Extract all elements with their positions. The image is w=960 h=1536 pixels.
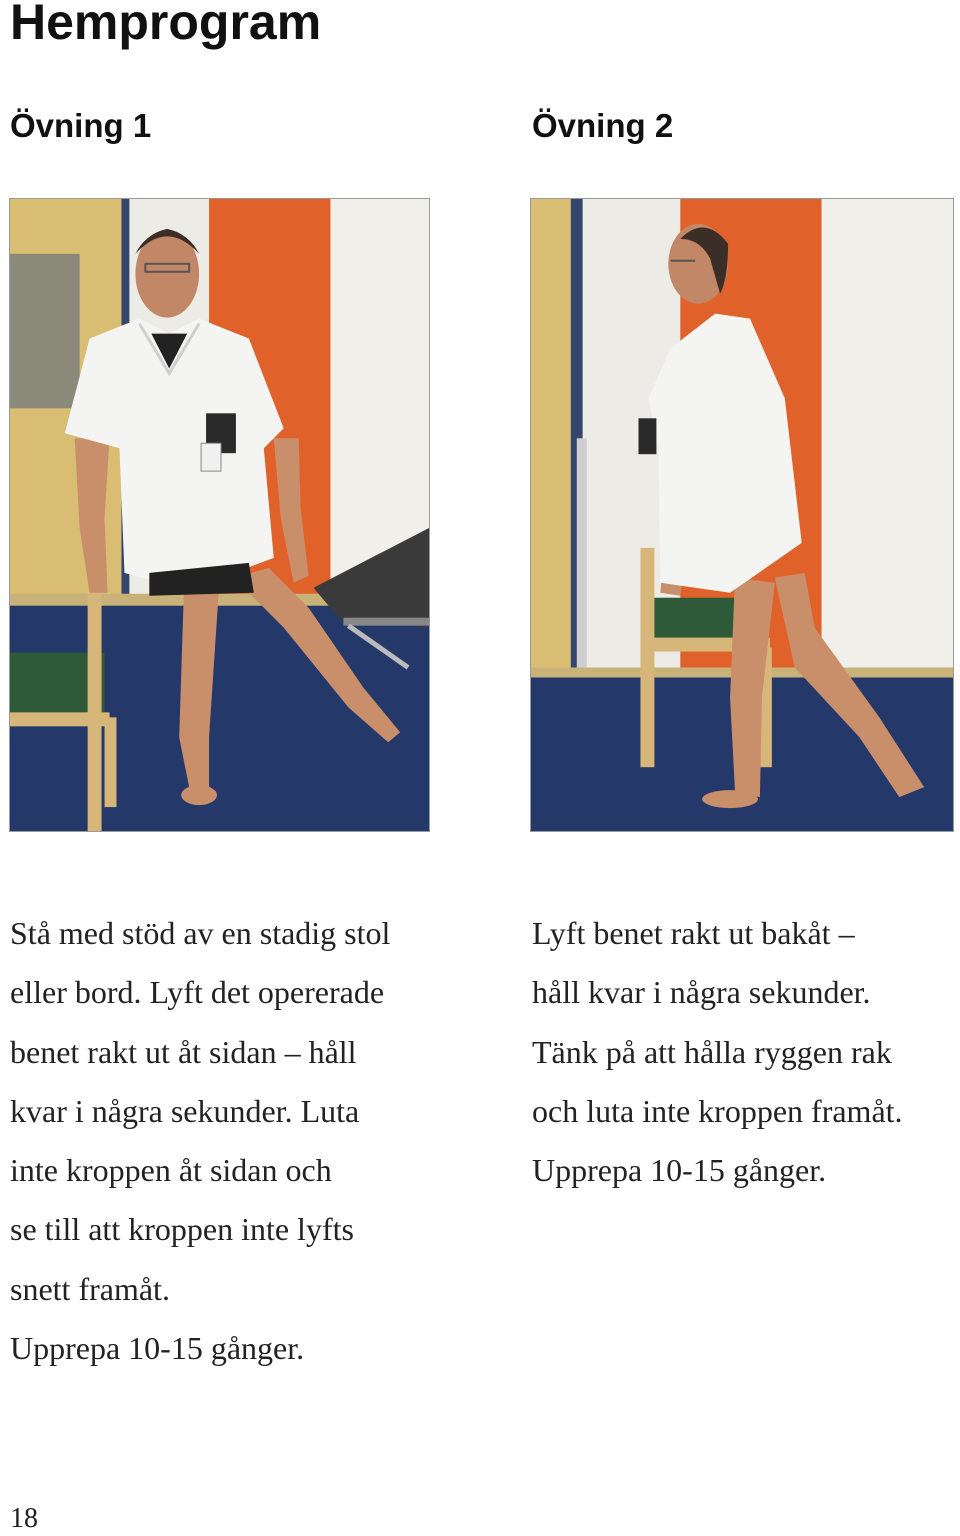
exercise-2-illustration: [531, 199, 953, 831]
exercise-2-photo: [530, 198, 954, 832]
exercise-1-line: Stå med stöd av en stadig stol: [10, 915, 391, 951]
exercise-1-line: Upprepa 10-15 gånger.: [10, 1330, 305, 1367]
exercise-1-photo: [9, 198, 430, 832]
exercise-1-line: inte kroppen åt sidan och: [10, 1152, 332, 1189]
exercise-2-line: Tänk på att hålla ryggen rak: [532, 1033, 892, 1070]
exercise-2-line: håll kvar i några sekunder.: [532, 974, 871, 1011]
exercise-1-line: benet rakt ut åt sidan – håll: [10, 1033, 357, 1070]
exercise-1-line: se till att kroppen inte lyfts: [10, 1211, 354, 1248]
exercise-1-line: eller bord. Lyft det opererade: [10, 974, 385, 1011]
exercise-1-line: snett framåt.: [10, 1270, 170, 1307]
page-title: Hemprogram: [10, 0, 322, 50]
exercise-2-line: och luta inte kroppen framåt.: [532, 1092, 903, 1129]
exercise-2-instructions: [532, 904, 952, 1200]
exercise-1-line: kvar i några sekunder. Luta: [10, 1092, 360, 1129]
exercise-1-illustration: [10, 199, 429, 831]
page-number: 18: [10, 1503, 38, 1534]
exercise-2-line: Lyft benet rakt ut bakåt –: [532, 915, 855, 951]
exercise-1-instructions: [10, 904, 470, 1378]
exercise-1-heading: Övning 1: [10, 107, 152, 144]
exercise-2-heading: Övning 2: [532, 107, 674, 144]
exercise-2-line: Upprepa 10-15 gånger.: [532, 1152, 827, 1189]
